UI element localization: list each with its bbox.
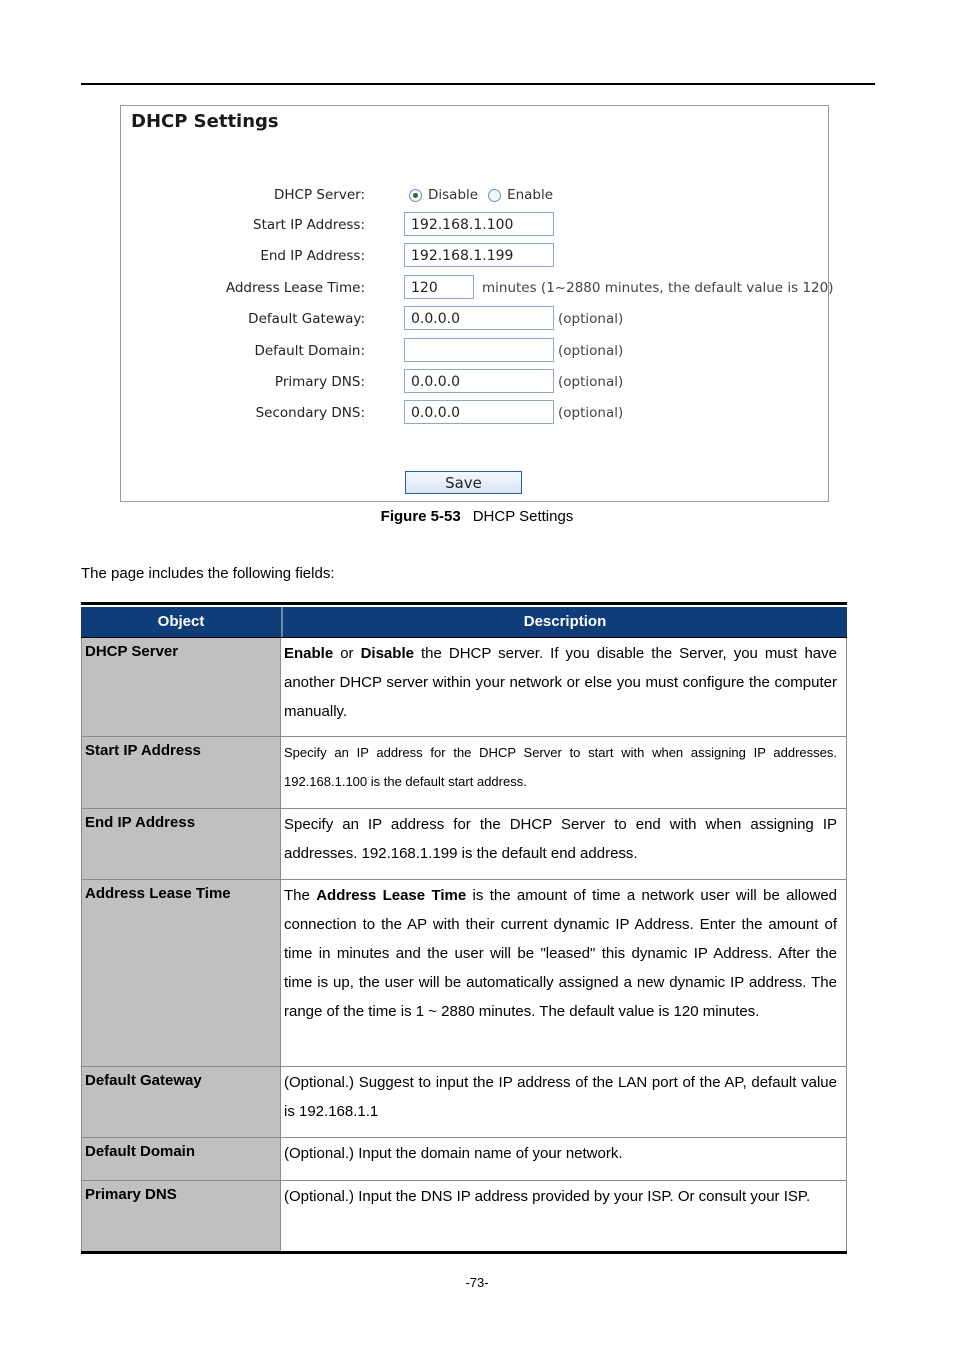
default-gateway-row xyxy=(121,306,828,332)
desc-bold: Disable xyxy=(360,645,414,662)
disable-radio[interactable] xyxy=(409,189,422,202)
secondary-dns-input[interactable]: 0.0.0.0 xyxy=(404,400,554,424)
desc-text: The xyxy=(284,887,317,905)
row-object: Address Lease Time xyxy=(81,880,281,1066)
default-gateway-hint: (optional) xyxy=(558,311,624,327)
default-gateway-label: Default Gateway: xyxy=(248,311,365,327)
end-ip-row xyxy=(121,243,828,269)
row-object: Default Domain xyxy=(81,1138,281,1180)
end-ip-input[interactable]: 192.168.1.199 xyxy=(404,243,554,267)
primary-dns-row xyxy=(121,369,828,395)
dhcp-server-radio-group xyxy=(409,187,563,203)
desc-bold: Address Lease Time xyxy=(316,887,467,905)
row-object: DHCP Server xyxy=(81,638,281,736)
row-description: Specify an IP address for the DHCP Server to end with when assigning IP addresses. 192.168.1.199 is the default end address. xyxy=(281,809,847,879)
row-description: (Optional.) Input the domain name of your network. xyxy=(281,1138,847,1180)
row-description: (Optional.) Input the DNS IP address provided by your ISP. Or consult your ISP. xyxy=(281,1181,847,1251)
primary-dns-hint: (optional) xyxy=(558,374,624,390)
dhcp-server-row xyxy=(121,182,828,208)
enable-radio[interactable] xyxy=(488,189,501,202)
end-ip-label: End IP Address: xyxy=(260,248,365,264)
secondary-dns-label: Secondary DNS: xyxy=(255,405,365,421)
figure-title: DHCP Settings xyxy=(472,508,574,525)
table-header xyxy=(81,607,847,638)
row-description: Specify an IP address for the DHCP Server to start with when assigning IP addresses. 192.168.1.100 is the default start address. xyxy=(281,737,847,808)
default-domain-row xyxy=(121,338,828,364)
table-row xyxy=(81,737,847,809)
figure-caption xyxy=(0,508,954,525)
start-ip-row xyxy=(121,212,828,238)
table-row xyxy=(81,1181,847,1251)
lease-time-label: Address Lease Time: xyxy=(225,280,365,296)
table-row xyxy=(81,1138,847,1181)
default-domain-input[interactable] xyxy=(404,338,554,362)
desc-bold: Enable xyxy=(284,645,334,662)
table-row xyxy=(81,1067,847,1138)
row-object: Default Gateway xyxy=(81,1067,281,1137)
secondary-dns-row xyxy=(121,400,828,426)
row-description xyxy=(281,880,847,1066)
page-number: -73- xyxy=(465,1275,489,1290)
panel-title: DHCP Settings xyxy=(131,111,279,132)
disable-radio-label[interactable]: Disable xyxy=(428,187,479,203)
table-row xyxy=(81,809,847,880)
dhcp-settings-panel xyxy=(120,105,834,502)
lease-time-input[interactable]: 120 xyxy=(404,275,474,299)
row-description xyxy=(281,638,847,736)
row-object: Start IP Address xyxy=(81,737,281,808)
desc-text: is the amount of time a network user will be allowed connection to the AP with their current dynamic IP Address. Enter the amount of time in minutes and the user will be "leased" this dynamic IP Address. After the time is up, the user will be automatically assigned a new dynamic IP address. The range of the time is 1 ~ 2880 minutes. The default value is 120 minutes. xyxy=(284,887,837,1020)
dhcp-server-label: DHCP Server: xyxy=(274,187,365,203)
header-object: Object xyxy=(81,607,283,637)
secondary-dns-hint: (optional) xyxy=(558,405,624,421)
row-object: End IP Address xyxy=(81,809,281,879)
lease-time-hint: minutes (1~2880 minutes, the default value is 120) xyxy=(482,280,834,296)
start-ip-label: Start IP Address: xyxy=(253,217,365,233)
primary-dns-label: Primary DNS: xyxy=(274,374,365,390)
primary-dns-input[interactable]: 0.0.0.0 xyxy=(404,369,554,393)
figure-number: Figure 5-53 xyxy=(380,508,461,525)
table-row xyxy=(81,880,847,1067)
lease-time-row xyxy=(121,275,834,301)
default-domain-label: Default Domain: xyxy=(254,343,365,359)
desc-text: the DHCP server. If you disable the Server, you must have another DHCP server within your network or else you must configure the computer manually. xyxy=(284,645,837,720)
header-rule xyxy=(81,83,875,85)
header-description: Description xyxy=(523,613,607,630)
table-row xyxy=(81,638,847,737)
enable-radio-label[interactable]: Enable xyxy=(507,187,554,203)
row-object: Primary DNS xyxy=(81,1181,281,1251)
desc-text: or xyxy=(333,645,361,662)
default-domain-hint: (optional) xyxy=(558,343,624,359)
fields-table xyxy=(81,602,847,1254)
start-ip-input[interactable]: 192.168.1.100 xyxy=(404,212,554,236)
save-button[interactable]: Save xyxy=(405,471,522,494)
default-gateway-input[interactable]: 0.0.0.0 xyxy=(404,306,554,330)
intro-text: The page includes the following fields: xyxy=(81,565,335,582)
row-description: (Optional.) Suggest to input the IP address of the LAN port of the AP, default value is 192.168.1.1 xyxy=(281,1067,847,1137)
